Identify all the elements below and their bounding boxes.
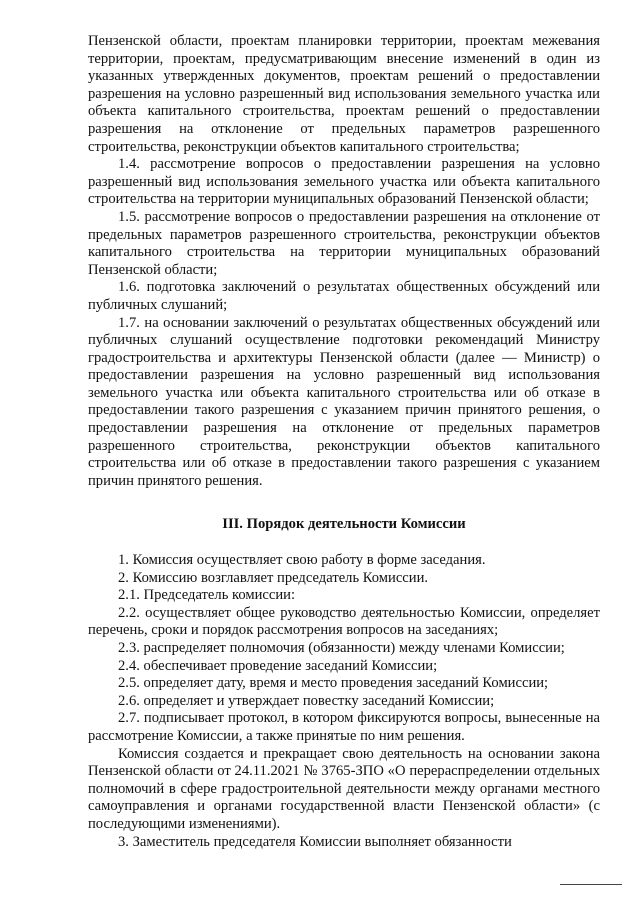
paragraph-1-4: 1.4. рассмотрение вопросов о предоставлении разрешения на условно разрешенный вид использования земельного участка или объекта капитального строительства на территории муниципальных образований Пензенской области; (88, 156, 600, 208)
paragraph-continuation: Пензенской области, проектам планировки территории, проектам межевания территории, проектам, предусматривающим внесение изменений в один из указанных утвержденных документов, проектам решений о предоставлении разрешения на условно разрешенный вид использования земельного участка или объекта капитального строительства, проектам решений о предоставлении разрешения на отклонение от предельных параметров разрешенного строительства, реконструкции объектов капитального строительства; (88, 33, 600, 155)
item-2: 2. Комиссию возглавляет председатель Комиссии. (118, 569, 429, 586)
item-2-3: 2.3. распределяет полномочия (обязанности) между членами Комиссии; (118, 640, 565, 656)
item-2-1: 2.1. Председатель комиссии: (118, 587, 296, 604)
document-body (88, 33, 600, 851)
item-2-2: 2.2. осуществляет общее руководство деятельностью Комиссии, определяет перечень, сроки и порядок рассмотрения вопросов на заседаниях; (88, 604, 600, 639)
paragraph-1-5: 1.5. рассмотрение вопросов о предоставлении разрешения на отклонение от предельных параметров разрешенного строительства, реконструкции объектов капитального строительства на территории муниципальных образований Пензенской области; (88, 208, 600, 278)
paragraph-commission-law: Комиссия создается и прекращает свою деятельность на основании закона Пензенской области от 24.11.2021 № 3765-ЗПО «О перераспределении отдельных полномочий в сфере градостроительной деятельности между органами местного самоуправления и органами государственной власти Пензенской области» (с последующими изменениями). (88, 745, 600, 832)
paragraph-1-6: 1.6. подготовка заключений о результатах общественных обсуждений или публичных слушаний; (88, 279, 600, 313)
item-2-4: 2.4. обеспечивает проведение заседаний Комиссии; (118, 657, 438, 674)
footer-line (560, 884, 622, 885)
item-2-6: 2.6. определяет и утверждает повестку заседаний Комиссии; (118, 692, 495, 709)
item-1: 1. Комиссия осуществляет свою работу в форме заседания. (118, 552, 486, 569)
paragraph-1-7: 1.7. на основании заключений о результатах общественных обсуждений или публичных слушаний осуществление подготовки рекомендаций Министру градостроительства и архитектуры Пензенской области (далее — Министр) о предоставлении разрешения на условно разрешенный вид использования земельного участка или объекта капитального строительства или об отказе в предоставлении такого разрешения с указанием причин принятого решения, о предоставлении разрешения на отклонение от предельных параметров разрешенного строительства, реконструкции объектов капитального строительства или об отказе в предоставлении такого разрешения с указанием причин принятого решения. (88, 314, 600, 489)
item-2-5: 2.5. определяет дату, время и место проведения заседаний Комиссии; (118, 675, 549, 692)
item-2-7: 2.7. подписывает протокол, в котором фиксируются вопросы, вынесенные на рассмотрение Комиссии, а также принятые по ним решения. (88, 710, 600, 744)
item-3: 3. Заместитель председателя Комиссии выполняет обязанности (118, 833, 512, 850)
section-heading: III. Порядок деятельности Комиссии (222, 516, 466, 533)
